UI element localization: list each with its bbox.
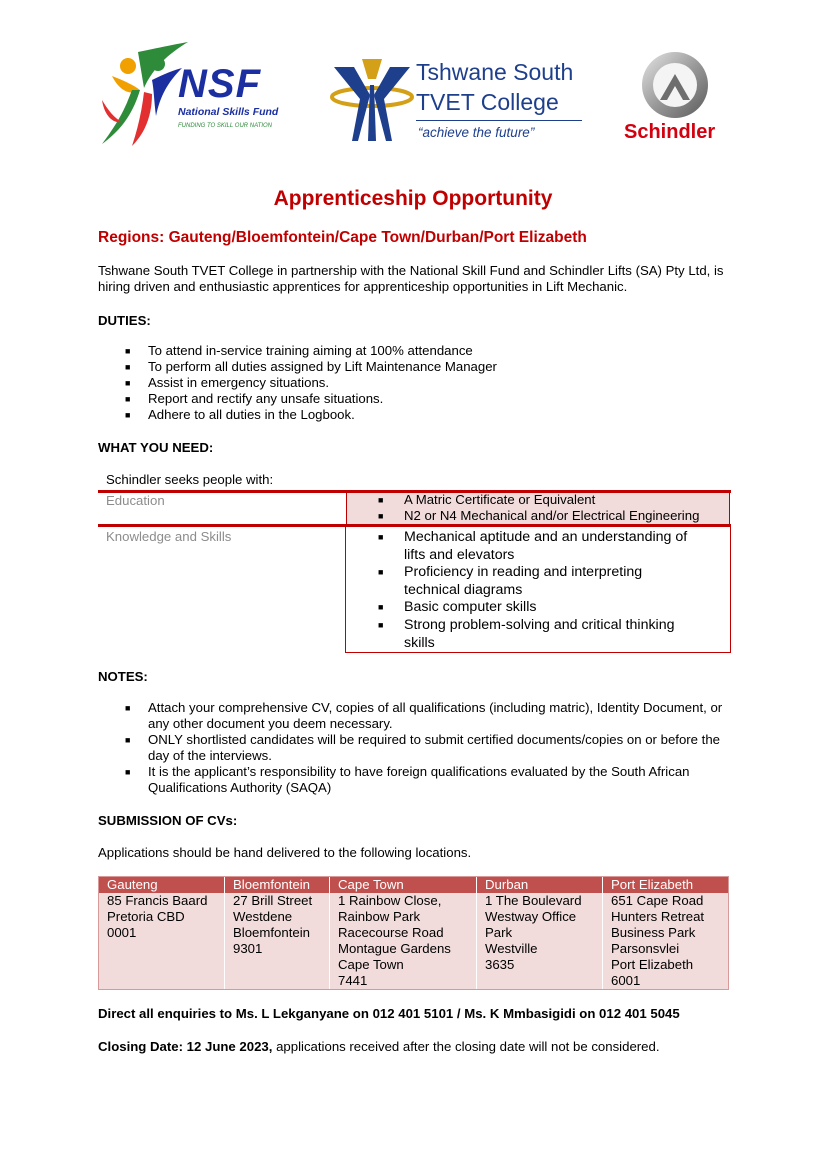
address-line: Port Elizabeth bbox=[611, 957, 694, 972]
address-line: Westville bbox=[485, 941, 538, 956]
list-item: ■ N2 or N4 Mechanical and/or Electrical Engineering bbox=[378, 508, 700, 523]
location-column bbox=[476, 877, 603, 989]
closing-date-text: applications received after the closing date will not be considered. bbox=[272, 1039, 660, 1054]
location-column bbox=[224, 877, 330, 989]
tvet-logo-rule bbox=[416, 120, 582, 121]
address-line: Pretoria CBD bbox=[107, 909, 185, 924]
bullet-icon: ■ bbox=[378, 567, 384, 578]
nsf-logo-tagline: FUNDING TO SKILL OUR NATION bbox=[178, 123, 273, 129]
education-label: Education bbox=[106, 493, 165, 508]
list-item: ■ Proficiency in reading and interpreting technical diagrams bbox=[378, 564, 643, 598]
nsf-logo-subtitle: National Skills Fund bbox=[178, 106, 279, 118]
bullet-icon: ■ bbox=[378, 511, 384, 521]
bullet-icon: ■ bbox=[125, 378, 131, 388]
list-item: ■ ONLY shortlisted candidates will be required to submit certified documents/copies on or before the day of the interviews. bbox=[125, 732, 721, 763]
tvet-logo-line2: TVET College bbox=[416, 89, 559, 115]
list-item: ■ A Matric Certificate or Equivalent bbox=[378, 492, 596, 507]
address-line: Montague Gardens bbox=[338, 941, 451, 956]
location-region: Cape Town bbox=[338, 877, 404, 892]
address-line: 1 Rainbow Close, bbox=[338, 893, 442, 908]
regions-heading: Regions: Gauteng/Bloemfontein/Cape Town/Durban/Port Elizabeth bbox=[98, 229, 587, 246]
address-line: Westway Office bbox=[485, 909, 577, 924]
address-line: 27 Brill Street bbox=[233, 893, 313, 908]
list-item: ■ Strong problem-solving and critical thinking skills bbox=[378, 616, 675, 651]
tvet-logo-tagline: “achieve the future” bbox=[418, 125, 535, 140]
list-item: ■ Assist in emergency situations. bbox=[125, 375, 330, 390]
location-region: Bloemfontein bbox=[233, 877, 310, 892]
list-item: ■ It is the applicant’s responsibility to have foreign qualifications evaluated by the South African Qualifications Authority (SAQA) bbox=[125, 764, 690, 795]
location-column bbox=[329, 877, 477, 989]
address-line: 3635 bbox=[485, 957, 515, 972]
knowledge-list bbox=[356, 529, 696, 652]
bullet-icon: ■ bbox=[378, 495, 384, 505]
address-line: 7441 bbox=[338, 973, 368, 988]
bullet-icon: ■ bbox=[125, 394, 131, 404]
address-line: Bloemfontein bbox=[233, 925, 310, 940]
address-line: Park bbox=[485, 925, 513, 940]
seeks-intro: Schindler seeks people with: bbox=[106, 472, 274, 487]
intro-paragraph: Tshwane South TVET College in partnership with the National Skill Fund and Schindler Lifts (SA) Pty Ltd, is hiring driven and enthusiastic apprentices for apprenticeship opportunities in Lift Mechanic. bbox=[98, 263, 724, 294]
bullet-icon: ■ bbox=[378, 619, 384, 630]
location-region: Durban bbox=[485, 877, 529, 892]
list-item: ■ Report and rectify any unsafe situations. bbox=[125, 391, 384, 406]
bullet-icon: ■ bbox=[125, 735, 131, 745]
schindler-logo-name: Schindler bbox=[624, 121, 716, 143]
list-item: ■ To attend in-service training aiming at 100% attendance bbox=[125, 343, 473, 358]
address-line: 9301 bbox=[233, 941, 263, 956]
address-line: Rainbow Park bbox=[338, 909, 421, 924]
submission-intro: Applications should be hand delivered to the following locations. bbox=[98, 845, 472, 860]
list-item: ■ Attach your comprehensive CV, copies of all qualifications (including matric), Identity Document, or any other document you deem necessary. bbox=[125, 700, 723, 731]
closing-date-line bbox=[98, 1039, 660, 1055]
bullet-icon: ■ bbox=[378, 602, 384, 613]
education-list bbox=[356, 492, 726, 524]
address-line: 6001 bbox=[611, 973, 641, 988]
address-line: Business Park bbox=[611, 925, 696, 940]
location-region: Gauteng bbox=[107, 877, 158, 892]
locations-table bbox=[98, 876, 729, 990]
address-line: 0001 bbox=[107, 925, 137, 940]
address-line: Racecourse Road bbox=[338, 925, 444, 940]
address-line: 85 Francis Baard bbox=[107, 893, 208, 908]
list-item: ■ Basic computer skills bbox=[378, 599, 537, 616]
what-you-need-heading: WHAT YOU NEED: bbox=[98, 440, 214, 455]
location-column bbox=[602, 877, 729, 989]
bullet-icon: ■ bbox=[125, 362, 131, 372]
location-region: Port Elizabeth bbox=[611, 877, 694, 892]
bullet-icon: ■ bbox=[125, 346, 131, 356]
bullet-icon: ■ bbox=[125, 767, 131, 777]
list-item: ■ Adhere to all duties in the Logbook. bbox=[125, 407, 355, 422]
submission-heading: SUBMISSION OF CVs: bbox=[98, 813, 238, 828]
duties-heading: DUTIES: bbox=[98, 313, 151, 328]
address-line: 651 Cape Road bbox=[611, 893, 704, 908]
address-line: Parsonsvlei bbox=[611, 941, 680, 956]
notes-heading: NOTES: bbox=[98, 669, 148, 684]
notes-list bbox=[98, 700, 738, 796]
address-line: Westdene bbox=[233, 909, 293, 924]
list-item: ■ To perform all duties assigned by Lift Maintenance Manager bbox=[125, 359, 497, 374]
tvet-logo-line1: Tshwane South bbox=[416, 59, 574, 85]
duties-list bbox=[98, 343, 738, 423]
address-line: Hunters Retreat bbox=[611, 909, 705, 924]
page-title: Apprenticeship Opportunity bbox=[273, 187, 553, 210]
enquiries-line: Direct all enquiries to Ms. L Lekganyane on 012 401 5101 / Ms. K Mmbasigidi on 012 401 5045 bbox=[98, 1006, 680, 1021]
address-line: 1 The Boulevard bbox=[485, 893, 582, 908]
list-item: ■ Mechanical aptitude and an understanding of lifts and elevators bbox=[378, 529, 688, 563]
bullet-icon: ■ bbox=[378, 532, 384, 542]
knowledge-label: Knowledge and Skills bbox=[106, 529, 232, 544]
nsf-logo-name: NSF bbox=[178, 62, 261, 106]
location-column bbox=[99, 877, 224, 989]
table-rule-middle bbox=[98, 524, 731, 527]
bullet-icon: ■ bbox=[125, 703, 131, 713]
requirements-table bbox=[98, 490, 731, 653]
address-line: Cape Town bbox=[338, 957, 404, 972]
closing-date-label: Closing Date: 12 June 2023, bbox=[98, 1039, 273, 1054]
bullet-icon: ■ bbox=[125, 410, 131, 420]
